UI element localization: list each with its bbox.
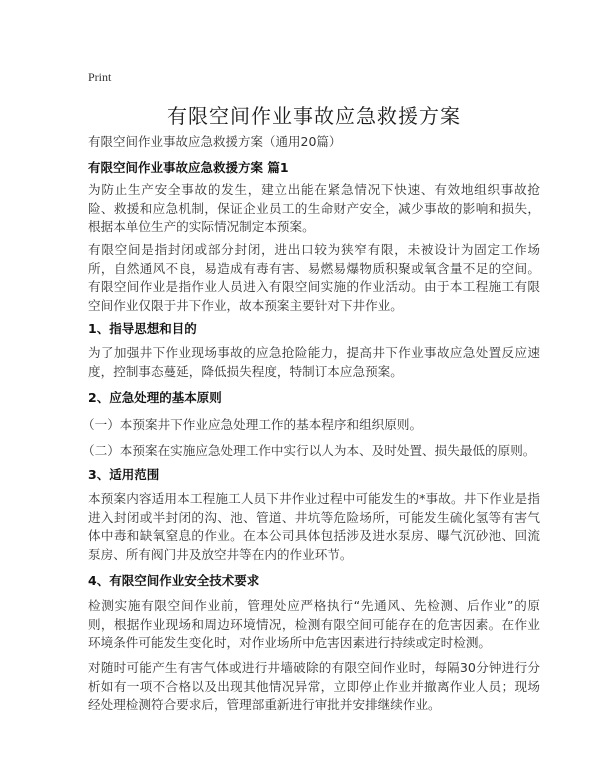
section-4-paragraph-1: 检测实施有限空间作业前，管理处应严格执行“先通风、先检测、后作业”的原则，根据作业现场和周边环境情况，检测有限空间可能存在的危害因素。在作业环境条件可能发生变化时，对作业场所中危害因素进行持续或定时检测。 bbox=[88, 598, 540, 651]
piece-heading: 有限空间作业事故应急救援方案 篇1 bbox=[88, 160, 289, 175]
section-heading-2: 2、应急处理的基本原则 bbox=[88, 390, 222, 405]
section-3-paragraph: 本预案内容适用本工程施工人员下井作业过程中可能发生的*事故。井下作业是指进入封闭或半封闭的沟、池、管道、井坑等危险场所，可能发生硫化氢等有害气体中毒和缺氧窒息的作业。在本公司具体包括涉及进水泵房、曝气沉砂池、回流泵房、所有阀门井及放空井等在内的作业环节。 bbox=[88, 491, 540, 563]
document-subtitle: 有限空间作业事故应急救援方案（通用20篇） bbox=[88, 134, 342, 149]
intro-paragraph-2: 有限空间是指封闭或部分封闭，进出口较为狭窄有限，未被设计为固定工作场所，自然通风不良，易造成有毒有害、易燃易爆物质积聚或氧含量不足的空间。有限空间作业是指作业人员进入有限空间实施的作业活动。由于本工程施工有限空间作业仅限于井下作业，故本预案主要针对下井作业。 bbox=[88, 242, 540, 314]
section-heading-3: 3、适用范围 bbox=[88, 467, 160, 482]
section-2-item-2: （二）本预案在实施应急处理工作中实行以人为本、及时处置、损失最低的原则。 bbox=[82, 443, 536, 458]
section-heading-4: 4、有限空间作业安全技术要求 bbox=[88, 573, 260, 588]
section-1-paragraph: 为了加强井下作业现场事故的应急抢险能力，提高井下作业事故应急处置反应速度，控制事态蔓延，降低损失程度，特制订本应急预案。 bbox=[88, 345, 540, 379]
document-title: 有限空间作业事故应急救援方案 bbox=[167, 104, 461, 128]
print-label: Print bbox=[88, 70, 112, 84]
section-4-paragraph-2: 对随时可能产生有害气体或进行井墙破除的有限空间作业时，每隔30分钟进行分析如有一项不合格以及出现其他情况异常，立即停止作业并撤离作业人员；现场经处理检测符合要求后，管理部重新进行审批并安排继续作业。 bbox=[88, 660, 540, 713]
intro-paragraph-1: 为防止生产安全事故的发生，建立出能在紧急情况下快速、有效地组织事故抢险、救援和应急机制，保证企业员工的生命财产安全，减少事故的影响和损失，根据本单位生产的实际情况制定本预案。 bbox=[88, 182, 540, 235]
section-heading-1: 1、指导思想和目的 bbox=[88, 321, 197, 336]
section-2-item-1: （一）本预案井下作业应急处理工作的基本程序和组织原则。 bbox=[82, 417, 423, 432]
